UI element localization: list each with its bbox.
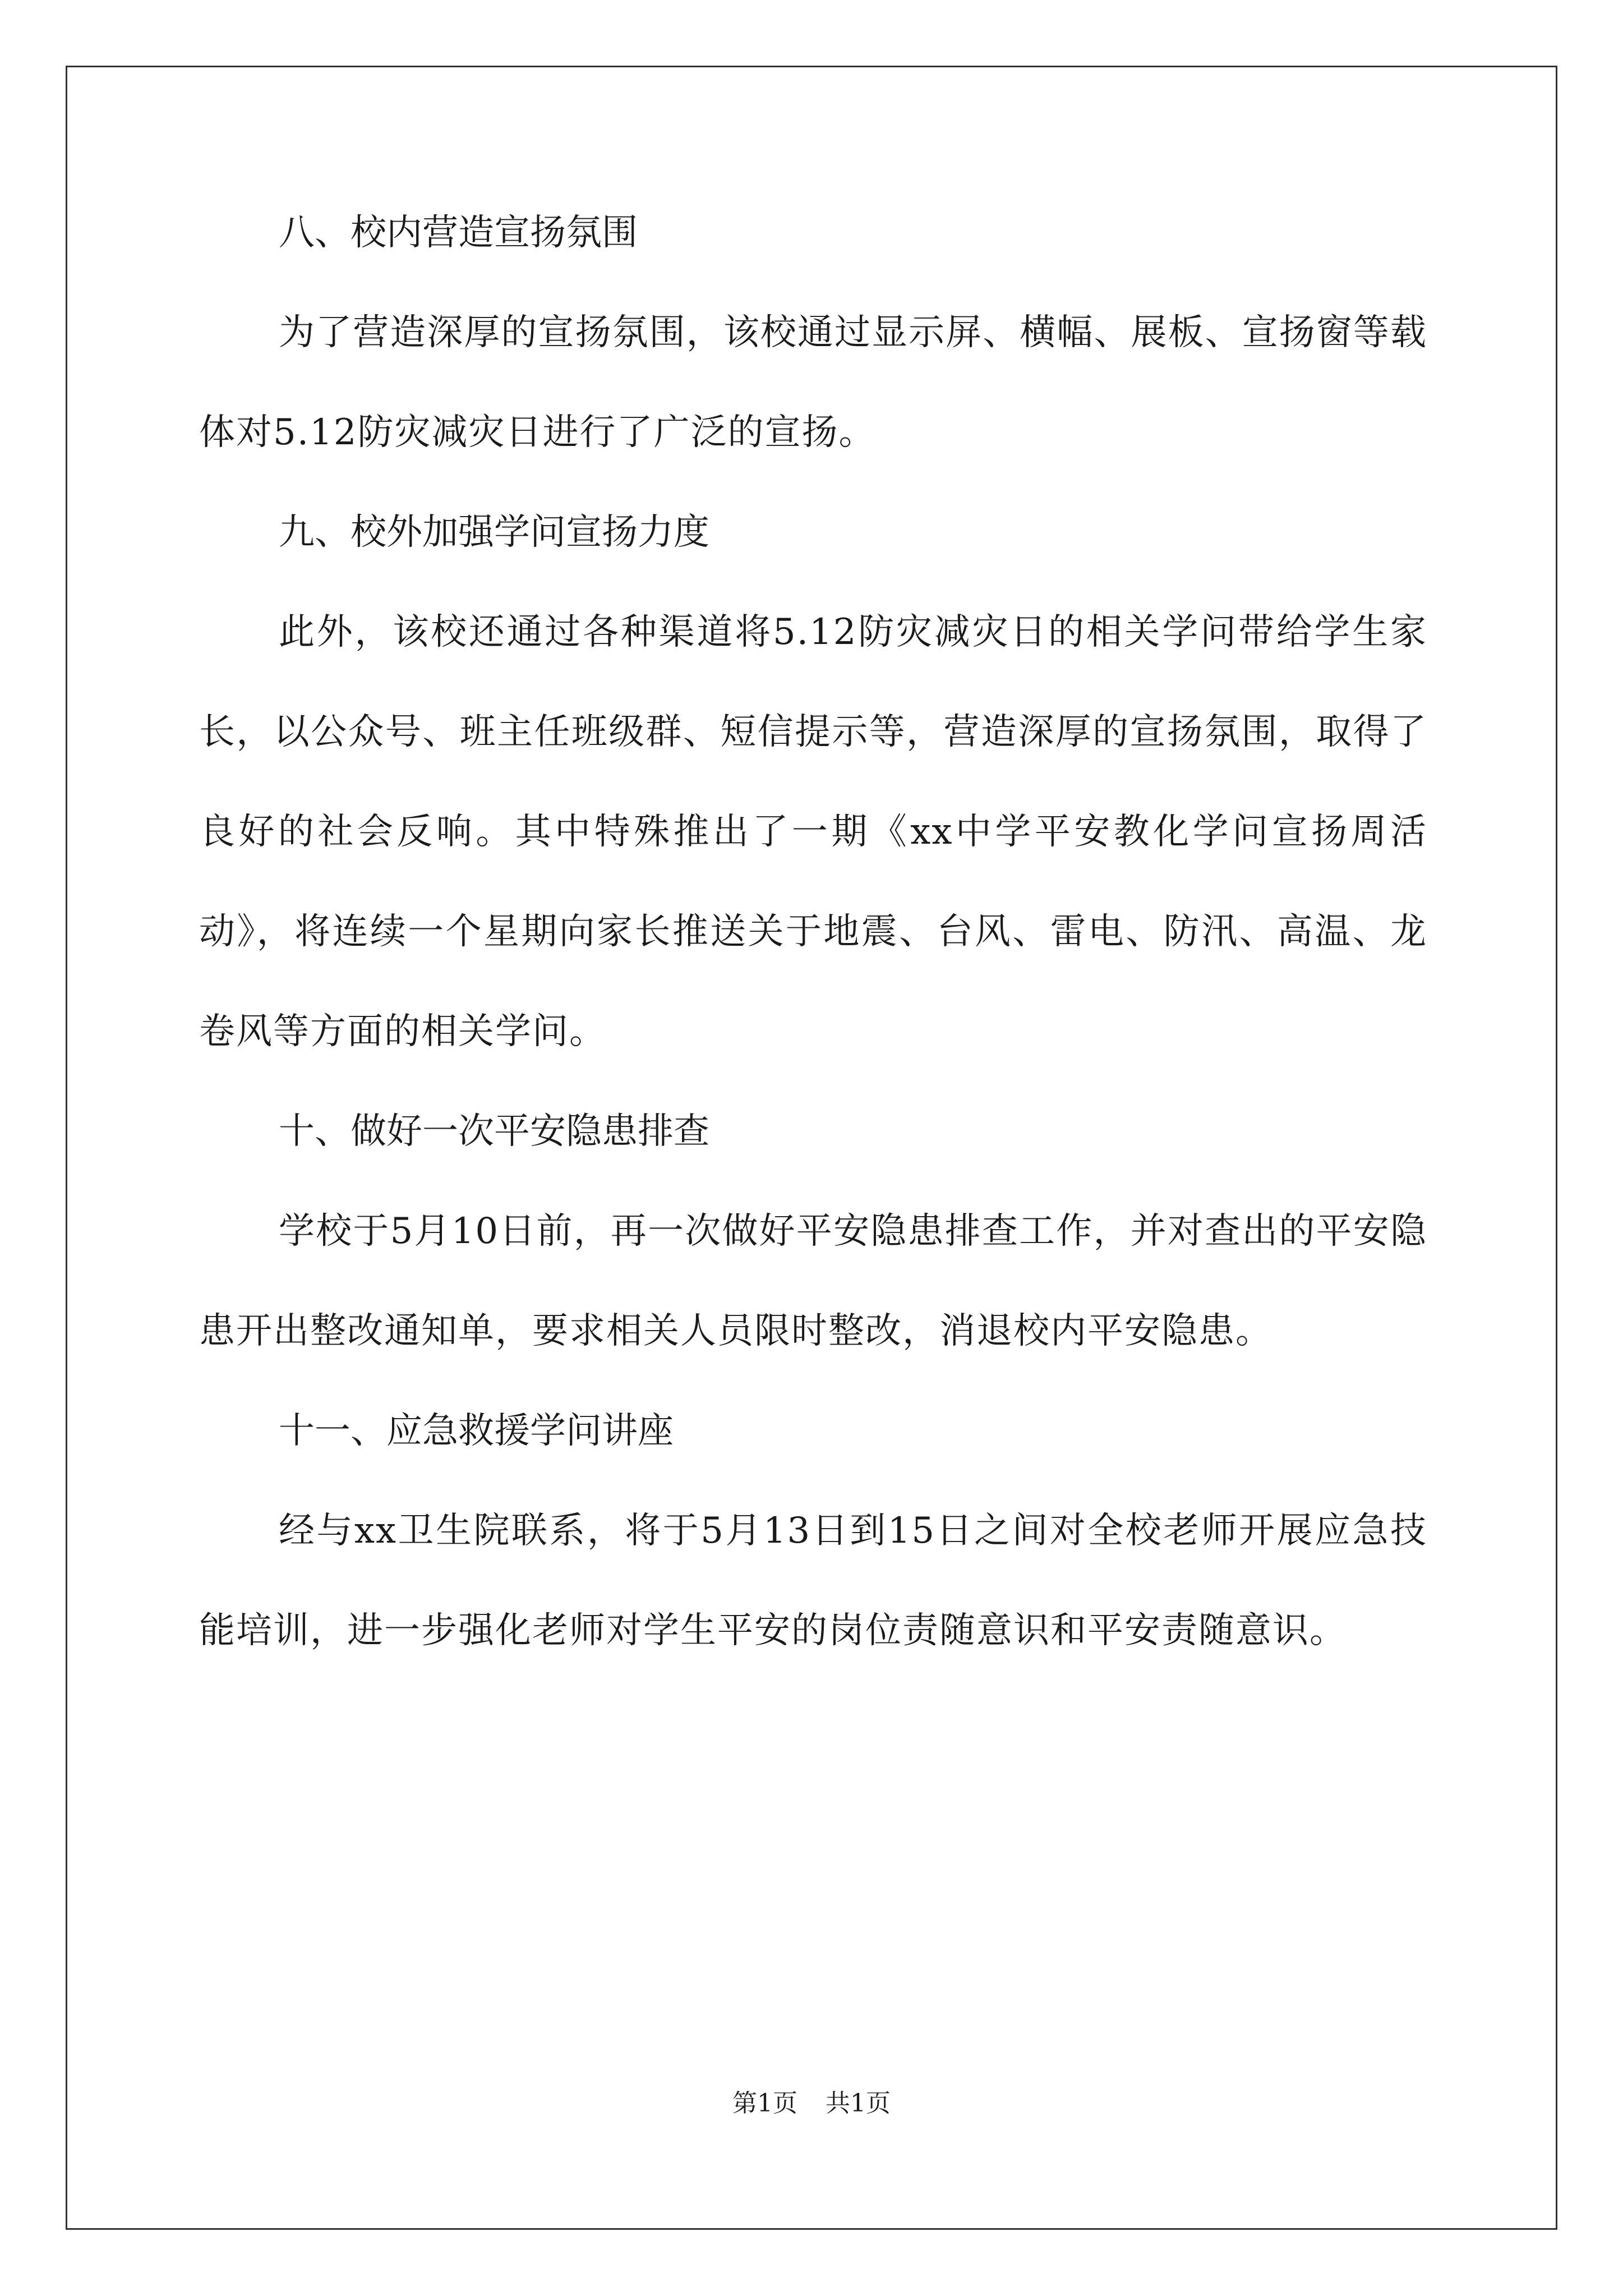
page-number-total: 共1页: [826, 2089, 891, 2118]
page-footer: [0, 2087, 1623, 2120]
section-heading-11: 十一、应急救援学问讲座: [279, 1410, 674, 1452]
section-paragraph-10: 学校于5月10日前，再一次做好平安隐患排查工作，并对查出的平安隐患开出整改通知单，要求相关人员限时整改，消退校内平安隐患。: [199, 1211, 1427, 1352]
section-heading-8: 八、校内营造宣扬氛围: [279, 212, 638, 254]
section-paragraph-8: 为了营造深厚的宣扬氛围，该校通过显示屏、横幅、展板、宣扬窗等载体对5.12防灾减灾日进行了广泛的宣扬。: [199, 312, 1427, 453]
section-paragraph-11: 经与xx卫生院联系，将于5月13日到15日之间对全校老师开展应急技能培训，进一步强化老师对学生平安的岗位责随意识和平安责随意识。: [199, 1510, 1427, 1651]
document-body: [199, 208, 1427, 1705]
section-paragraph-9: 此外，该校还通过各种渠道将5.12防灾减灾日的相关学问带给学生家长，以公众号、班主任班级群、短信提示等，营造深厚的宣扬氛围，取得了良好的社会反响。其中特殊推出了一期《xx中学平安教化学问宣扬周活动》，将连续一个星期向家长推送关于地震、台风、雷电、防汛、高温、龙卷风等方面的相关学问。: [199, 611, 1427, 1052]
section-heading-9: 九、校外加强学问宣扬力度: [279, 512, 709, 553]
page-number-current: 第1页: [732, 2089, 797, 2118]
section-heading-10: 十、做好一次平安隐患排查: [279, 1111, 709, 1152]
